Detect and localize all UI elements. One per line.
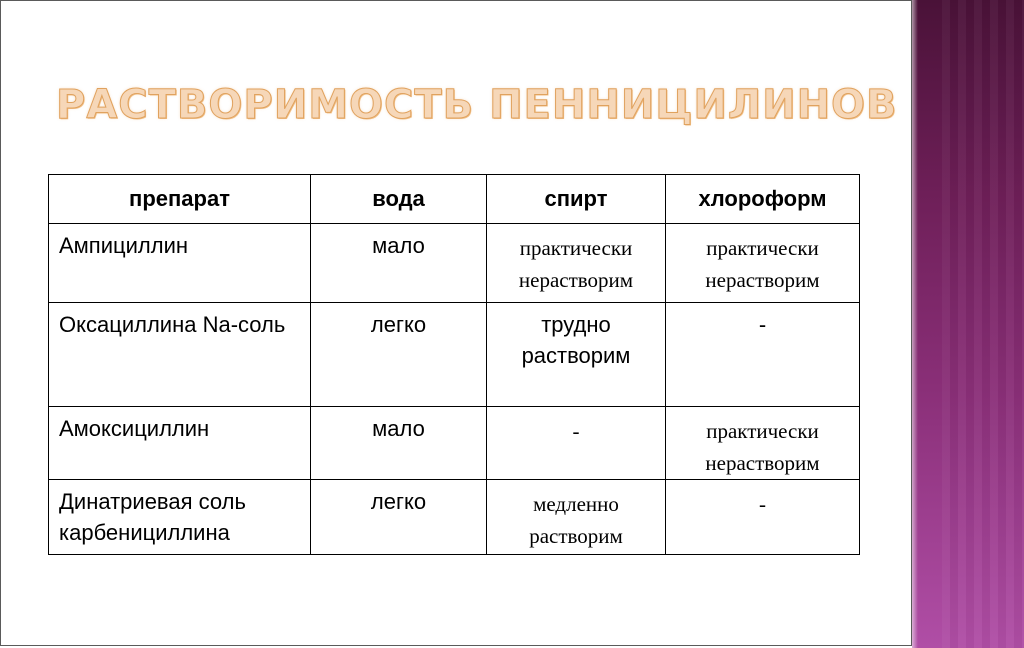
water-solubility: мало [372,416,425,441]
table-row [49,480,860,555]
cell-drug [49,407,311,480]
header-chloroform: хлороформ [666,175,860,224]
table-row [49,224,860,303]
cell-drug [49,303,311,407]
table-header-row [49,175,860,224]
chloroform-solubility: практически нерастворим [705,236,820,292]
header-drug: препарат [49,175,311,224]
cell-chloroform [666,480,860,555]
cell-drug [49,224,311,303]
chloroform-solubility: - [758,312,767,337]
cell-chloroform [666,224,860,303]
cell-water [311,224,487,303]
drug-name: Динатриевая соль карбенициллина [59,489,246,545]
cell-alcohol [487,480,666,555]
alcohol-solubility: практически нерастворим [518,236,634,292]
cell-drug [49,480,311,555]
table-row [49,407,860,480]
alcohol-solubility: медленно растворим [529,492,623,548]
cell-alcohol [487,303,666,407]
cell-water [311,480,487,555]
water-solubility: легко [370,312,427,337]
cell-alcohol [487,407,666,480]
water-solubility: легко [370,489,427,514]
header-water: вода [311,175,487,224]
chloroform-solubility: - [759,492,766,516]
table-row [49,303,860,407]
alcohol-solubility: трудно растворим [521,312,631,368]
cell-alcohol [487,224,666,303]
chloroform-solubility: практически нерастворим [705,419,820,475]
alcohol-solubility: - [572,419,580,443]
cell-chloroform [666,407,860,480]
drug-name: Амоксициллин [59,416,210,441]
drug-name: Ампициллин [59,233,189,258]
water-solubility: мало [372,233,425,258]
header-alcohol: спирт [487,175,666,224]
cell-chloroform [666,303,860,407]
cell-water [311,303,487,407]
solubility-table [48,174,860,555]
decorative-side-band [912,0,1024,648]
drug-name: Оксациллина Na-соль [59,312,286,337]
slide-title: РАСТВОРИМОСТЬ ПЕННИЦИЛИНОВ [56,82,898,128]
cell-water [311,407,487,480]
